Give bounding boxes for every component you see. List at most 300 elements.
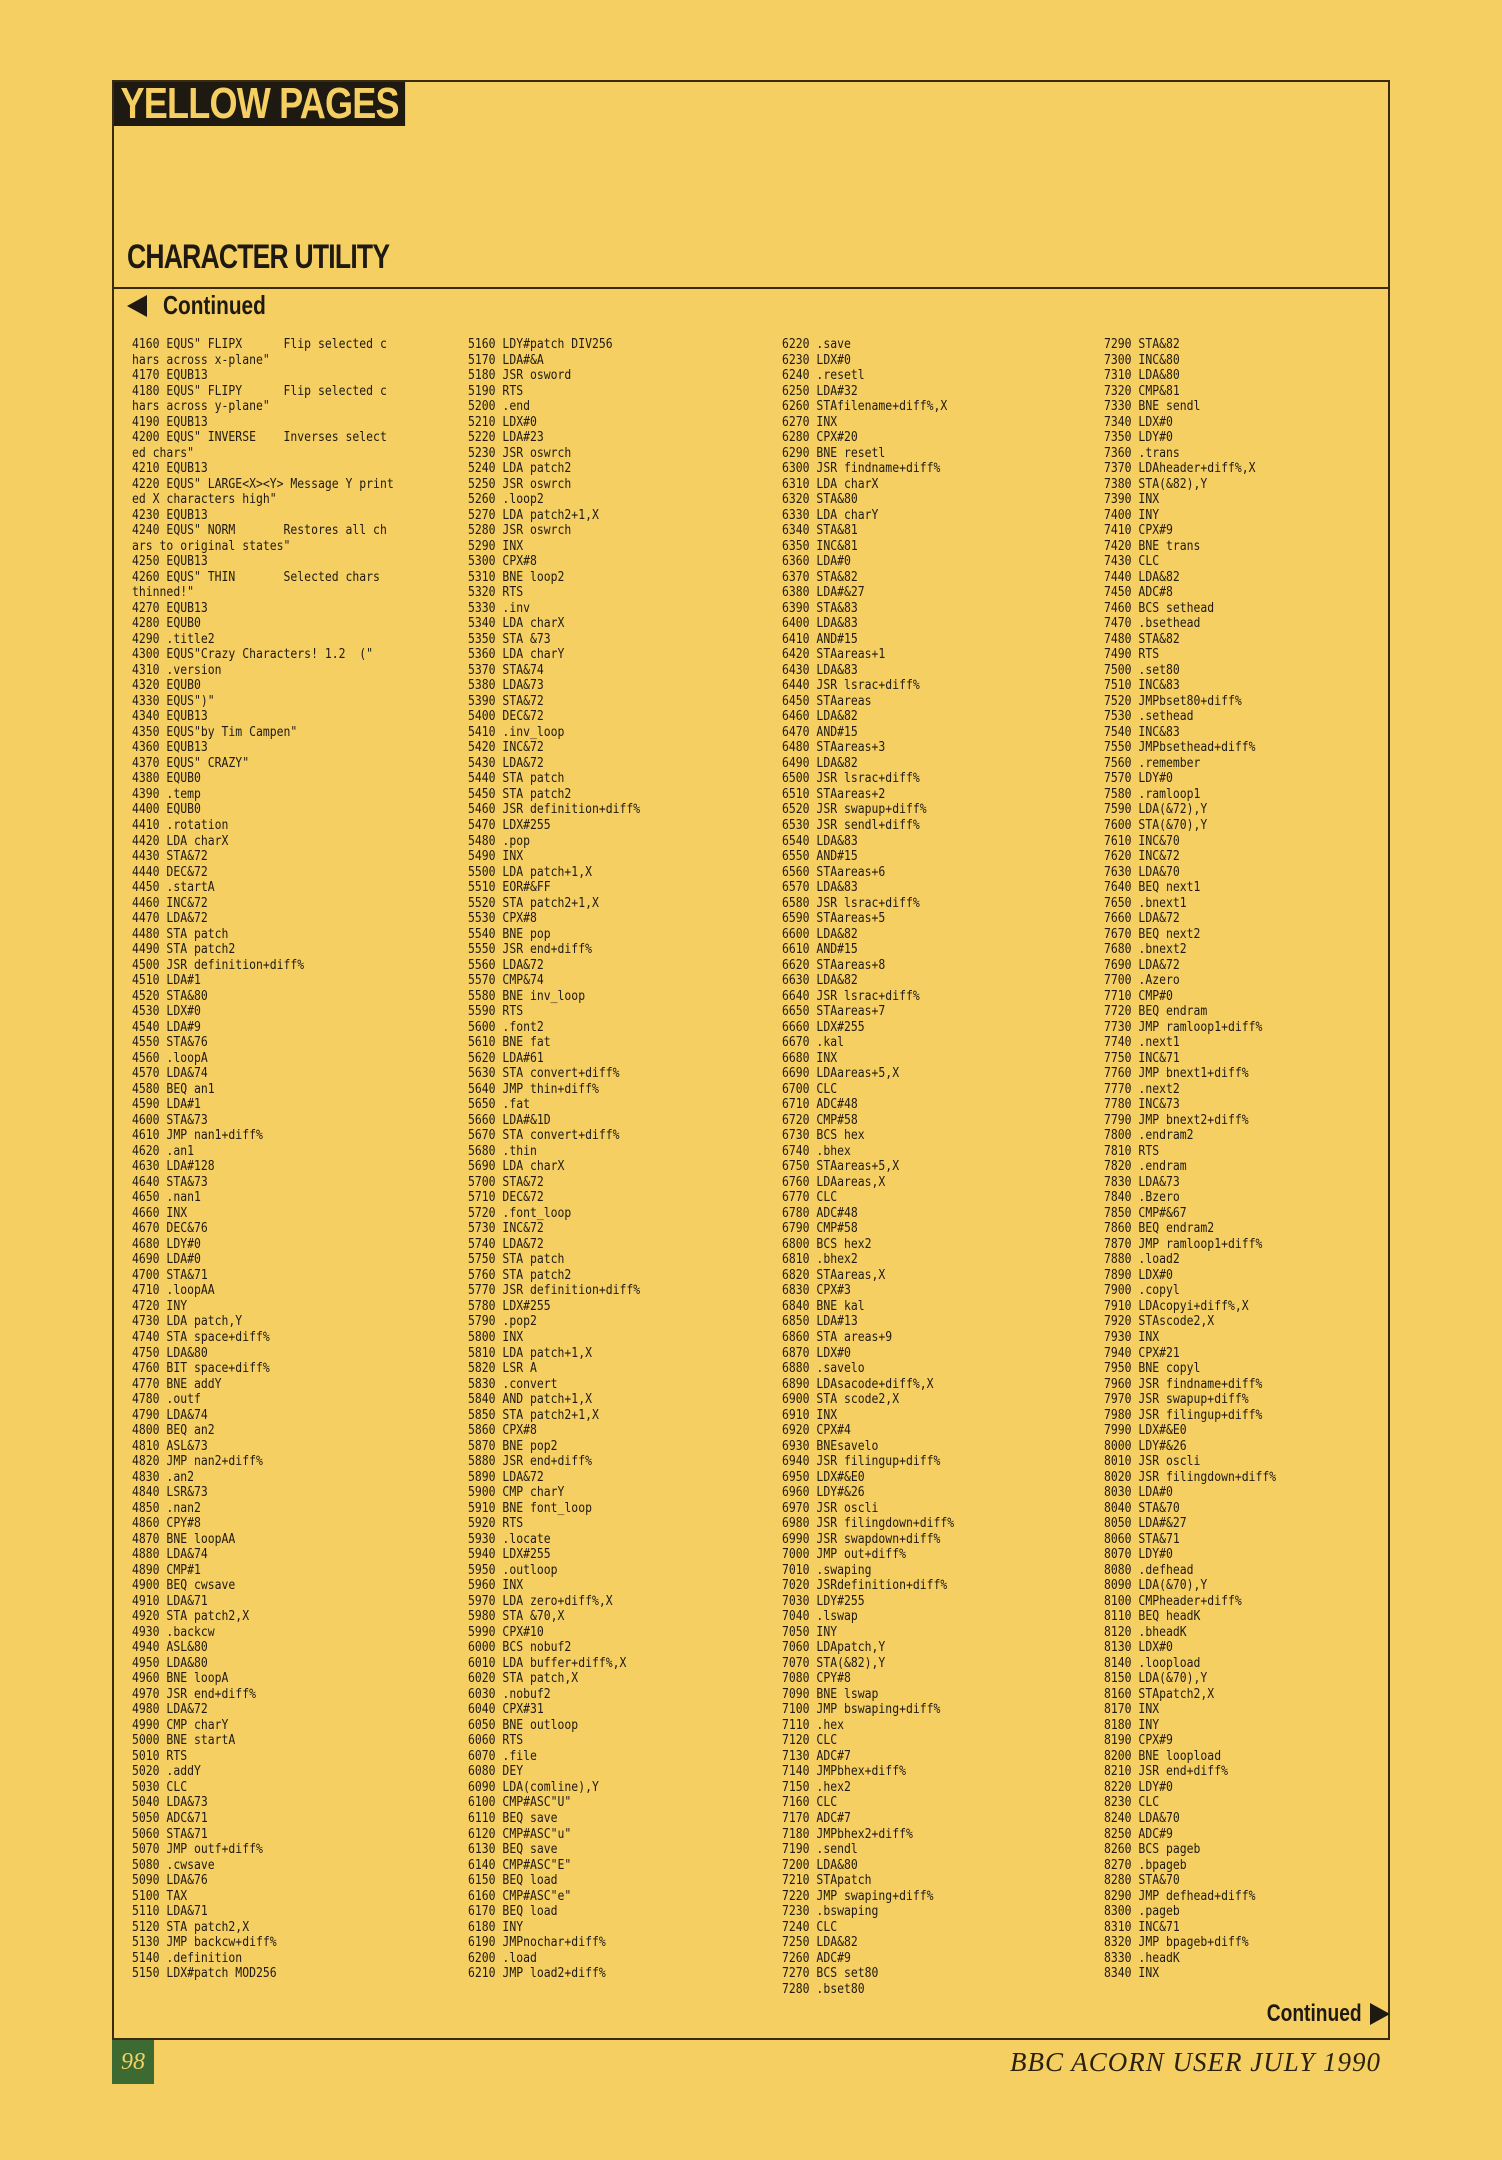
code-line: 5740 LDA&72	[468, 1236, 544, 1252]
code-line: 4760 BIT space+diff%	[132, 1361, 270, 1377]
code-line: 7510 INC&83	[1104, 678, 1180, 694]
code-line: 7900 .copyl	[1104, 1283, 1180, 1299]
code-line: 7790 JMP bnext2+diff%	[1104, 1112, 1249, 1128]
code-line: 7620 INC&72	[1104, 849, 1180, 865]
code-line: 4200 EQUS" INVERSE Inverses select	[132, 430, 387, 446]
code-line: 6840 BNE kal	[782, 1298, 865, 1314]
code-line: 8130 LDX#0	[1104, 1640, 1173, 1656]
code-line: 6460 LDA&82	[782, 709, 858, 725]
code-line: 8200 BNE loopload	[1104, 1748, 1222, 1764]
code-line: 6620 STAareas+8	[782, 957, 886, 973]
code-line: 6150 BEQ load	[468, 1873, 558, 1889]
code-line: 6300 JSR findname+diff%	[782, 461, 941, 477]
code-line: 6170 BEQ load	[468, 1904, 558, 1920]
code-line: 7370 LDAheader+diff%,X	[1104, 461, 1256, 477]
code-line: 6550 AND#15	[782, 849, 858, 865]
code-line: 5240 LDA patch2	[468, 461, 572, 477]
code-line: 4440 DEC&72	[132, 864, 208, 880]
code-line: 5790 .pop2	[468, 1314, 537, 1330]
code-line: 8090 LDA(&70),Y	[1104, 1578, 1208, 1594]
code-line: 4190 EQUB13	[132, 414, 208, 430]
code-line: 4690 LDA#0	[132, 1252, 201, 1268]
code-line: 5930 .locate	[468, 1531, 551, 1547]
code-line: 4740 STA space+diff%	[132, 1330, 270, 1345]
code-line: 7210 STApatch	[782, 1873, 872, 1889]
code-line: 5970 LDA zero+diff%,X	[468, 1593, 613, 1609]
code-line: 7470 .bsethead	[1104, 616, 1201, 632]
code-line: 6740 .bhex	[782, 1143, 851, 1159]
code-line: 5550 JSR end+diff%	[468, 942, 592, 958]
code-line: 7390 INX	[1104, 492, 1160, 508]
code-line: 5420 INC&72	[468, 740, 544, 756]
code-line: 6680 INX	[782, 1050, 838, 1066]
code-line: 6600 LDA&82	[782, 926, 858, 942]
code-line: 5690 LDA charX	[468, 1159, 565, 1175]
code-line: 8100 CMPheader+diff%	[1104, 1593, 1242, 1609]
code-line: 7400 INY	[1104, 507, 1160, 523]
code-line: 8170 INX	[1104, 1702, 1160, 1718]
code-line: 5030 CLC	[132, 1779, 188, 1795]
code-line: 8180 INY	[1104, 1717, 1160, 1733]
code-line: 7950 BNE copyl	[1104, 1361, 1201, 1377]
continued-on-next	[1243, 2000, 1390, 2028]
code-line: 7170 ADC#7	[782, 1810, 851, 1826]
code-line: 6090 LDA(comline),Y	[468, 1779, 599, 1795]
code-line: 6930 BNEsavelo	[782, 1438, 879, 1454]
code-line: 4750 LDA&80	[132, 1345, 208, 1361]
code-line: 6340 STA&81	[782, 523, 858, 539]
code-line: 4660 INX	[132, 1205, 188, 1221]
code-line: 4990 CMP charY	[132, 1717, 229, 1733]
code-line: 5130 JMP backcw+diff%	[132, 1935, 277, 1951]
code-line: 7330 BNE sendl	[1104, 399, 1201, 415]
code-line: 5300 CPX#8	[468, 554, 537, 570]
code-line: 5180 JSR osword	[468, 368, 572, 384]
code-line: 8070 LDY#0	[1104, 1547, 1173, 1563]
code-line: 5880 JSR end+diff%	[468, 1454, 592, 1470]
code-line: 7910 LDAcopyi+diff%,X	[1104, 1298, 1249, 1314]
code-line: 6640 JSR lsrac+diff%	[782, 988, 920, 1004]
code-line: 7230 .bswaping	[782, 1904, 879, 1920]
continued-label: Continued	[163, 290, 266, 320]
code-line: 5270 LDA patch2+1,X	[468, 507, 599, 523]
code-line: 4230 EQUB13	[132, 507, 208, 523]
code-line: 4430 STA&72	[132, 849, 208, 865]
code-line: 7580 .ramloop1	[1104, 786, 1201, 802]
code-line: 5060 STA&71	[132, 1826, 208, 1842]
code-line: 7980 JSR filingup+diff%	[1104, 1407, 1263, 1423]
code-line: 5340 LDA charX	[468, 616, 565, 632]
code-line: 7130 ADC#7	[782, 1748, 851, 1764]
code-line: 7300 INC&80	[1104, 352, 1180, 368]
code-line: 5580 BNE inv_loop	[468, 988, 586, 1004]
code-line: 4520 STA&80	[132, 988, 208, 1004]
code-line: 5200 .end	[468, 399, 530, 415]
code-line: 4240 EQUS" NORM Restores all ch	[132, 523, 387, 539]
code-line: 7420 BNE trans	[1104, 538, 1201, 554]
code-line: 6360 LDA#0	[782, 554, 851, 570]
code-line: 7030 LDY#255	[782, 1593, 865, 1609]
code-line: 6110 BEQ save	[468, 1810, 558, 1826]
code-line: 6190 JMPnochar+diff%	[468, 1935, 606, 1951]
code-line: 4850 .nan2	[132, 1500, 201, 1516]
code-line: 8230 CLC	[1104, 1795, 1160, 1811]
code-line: 4940 ASL&80	[132, 1640, 208, 1656]
code-line: 8320 JMP bpageb+diff%	[1104, 1935, 1249, 1951]
code-line: 6500 JSR lsrac+diff%	[782, 771, 920, 787]
code-line: 6100 CMP#ASC"U"	[468, 1795, 572, 1811]
code-line: 8330 .headK	[1104, 1950, 1180, 1966]
code-line: 7880 .load2	[1104, 1252, 1180, 1268]
code-line: 7180 JMPbhex2+diff%	[782, 1826, 913, 1842]
code-line: 5160 LDY#patch DIV256	[468, 337, 613, 352]
code-line: 4950 LDA&80	[132, 1655, 208, 1671]
code-line: 5350 STA &73	[468, 631, 551, 647]
code-line: 8250 ADC#9	[1104, 1826, 1173, 1842]
code-line: 6810 .bhex2	[782, 1252, 858, 1268]
code-line: 4310 .version	[132, 662, 222, 678]
code-line: 6880 .savelo	[782, 1361, 865, 1377]
code-line: 4410 .rotation	[132, 817, 229, 833]
code-line: 4620 .an1	[132, 1143, 194, 1159]
code-line: 5290 INX	[468, 538, 524, 554]
code-line: 6990 JSR swapdown+diff%	[782, 1531, 941, 1547]
code-line: 6290 BNE resetl	[782, 445, 886, 461]
code-line: 6790 CMP#58	[782, 1221, 858, 1237]
code-line: 8150 LDA(&70),Y	[1104, 1671, 1208, 1687]
code-line: 4180 EQUS" FLIPY Flip selected c	[132, 383, 387, 399]
code-line: 4880 LDA&74	[132, 1547, 208, 1563]
code-line: 4650 .nan1	[132, 1190, 201, 1206]
code-line: 5980 STA &70,X	[468, 1609, 565, 1625]
code-line: 8120 .bheadK	[1104, 1624, 1187, 1640]
code-line: 7770 .next2	[1104, 1081, 1180, 1097]
article-title: CHARACTER UTILITY	[127, 238, 390, 276]
code-line: 6910 INX	[782, 1407, 838, 1423]
code-line: 6780 ADC#48	[782, 1205, 858, 1221]
code-line: 6420 STAareas+1	[782, 647, 886, 663]
code-line: 5490 INX	[468, 849, 524, 865]
code-line: 7350 LDY#0	[1104, 430, 1173, 446]
code-line: 4300 EQUS"Crazy Characters! 1.2 ("	[132, 647, 374, 663]
code-line: 7050 INY	[782, 1624, 838, 1640]
code-line: 7410 CPX#9	[1104, 523, 1173, 539]
code-line: 4220 EQUS" LARGE<X><Y> Message Y print	[132, 476, 394, 492]
code-line: 4260 EQUS" THIN Selected chars	[132, 569, 380, 585]
code-line: 7260 ADC#9	[782, 1950, 851, 1966]
code-line: 6060 RTS	[468, 1733, 524, 1749]
code-line: 5500 LDA patch+1,X	[468, 864, 592, 880]
code-line: 6890 LDAsacode+diff%,X	[782, 1376, 934, 1392]
code-line: 7280 .bset80	[782, 1981, 865, 1997]
code-line: 5320 RTS	[468, 585, 524, 601]
code-line: 7020 JSRdefinition+diff%	[782, 1578, 948, 1594]
code-line: 5400 DEC&72	[468, 709, 544, 725]
code-line: 7060 LDApatch,Y	[782, 1640, 886, 1656]
code-line: 5820 LSR A	[468, 1361, 537, 1377]
code-line: 7110 .hex	[782, 1717, 844, 1733]
code-line: 7650 .bnext1	[1104, 895, 1187, 911]
code-line: 6490 LDA&82	[782, 755, 858, 771]
code-line: 5710 DEC&72	[468, 1190, 544, 1206]
code-line: 7440 LDA&82	[1104, 569, 1180, 585]
code-line: 4800 BEQ an2	[132, 1423, 215, 1439]
code-line: 4320 EQUB0	[132, 678, 201, 694]
continued-from-previous	[127, 290, 292, 321]
code-line: 7100 JMP bswaping+diff%	[782, 1702, 941, 1718]
code-line: 4580 BEQ an1	[132, 1081, 215, 1097]
code-line: 6310 LDA charX	[782, 476, 879, 492]
code-line: 6720 CMP#58	[782, 1112, 858, 1128]
code-line: 5910 BNE font_loop	[468, 1500, 592, 1516]
code-line: 7840 .Bzero	[1104, 1190, 1180, 1206]
code-line: 8000 LDY#&26	[1104, 1438, 1187, 1454]
code-line: 7630 LDA&70	[1104, 864, 1180, 880]
code-line: 7140 JMPbhex+diff%	[782, 1764, 906, 1780]
code-line: 6660 LDX#255	[782, 1019, 865, 1035]
listing-column-1	[132, 337, 429, 1982]
code-line: 5890 LDA&72	[468, 1469, 544, 1485]
code-line: 4330 EQUS")"	[132, 693, 215, 709]
code-line: 7670 BEQ next2	[1104, 926, 1201, 942]
code-line: 6260 STAfilename+diff%,X	[782, 399, 948, 415]
code-line: 7890 LDX#0	[1104, 1267, 1173, 1283]
code-line: 6920 CPX#4	[782, 1423, 851, 1439]
magazine-footer: BBC ACORN USER JULY 1990	[1010, 2047, 1381, 2077]
section-banner: YELLOW PAGES	[114, 82, 405, 126]
code-line: 7080 CPY#8	[782, 1671, 851, 1687]
code-line: 7360 .trans	[1104, 445, 1180, 461]
code-line: ed chars"	[132, 445, 194, 461]
code-line: 8110 BEQ headK	[1104, 1609, 1201, 1625]
code-line: 7070 STA(&82),Y	[782, 1655, 886, 1671]
code-line: 5210 LDX#0	[468, 414, 537, 430]
code-line: 5770 JSR definition+diff%	[468, 1283, 641, 1299]
code-line: 4390 .temp	[132, 786, 201, 802]
code-line: 4960 BNE loopA	[132, 1671, 229, 1687]
code-line: 4790 LDA&74	[132, 1407, 208, 1423]
code-line: 5260 .loop2	[468, 492, 544, 508]
code-line: 7940 CPX#21	[1104, 1345, 1180, 1361]
code-line: 6750 STAareas+5,X	[782, 1159, 900, 1175]
code-line: 7850 CMP#&67	[1104, 1205, 1187, 1221]
code-line: 6560 STAareas+6	[782, 864, 886, 880]
code-line: 4370 EQUS" CRAZY"	[132, 755, 250, 771]
code-line: 6370 STA&82	[782, 569, 858, 585]
code-line: 5010 RTS	[132, 1748, 188, 1764]
code-line: 7820 .endram	[1104, 1159, 1187, 1175]
code-line: 7550 JMPbsethead+diff%	[1104, 740, 1256, 756]
code-line: hars across y-plane"	[132, 399, 270, 415]
code-line: 6470 AND#15	[782, 724, 858, 740]
code-line: 7870 JMP ramloop1+diff%	[1104, 1236, 1263, 1252]
code-line: 5990 CPX#10	[468, 1624, 544, 1640]
code-line: 6940 JSR filingup+diff%	[782, 1454, 941, 1470]
code-line: 6540 LDA&83	[782, 833, 858, 849]
code-line: 5840 AND patch+1,X	[468, 1392, 592, 1408]
code-line: 5070 JMP outf+diff%	[132, 1842, 263, 1858]
code-line: 7540 INC&83	[1104, 724, 1180, 740]
code-line: 4460 INC&72	[132, 895, 208, 911]
code-line: 8240 LDA&70	[1104, 1810, 1180, 1826]
code-line: 5640 JMP thin+diff%	[468, 1081, 599, 1097]
code-line: 4970 JSR end+diff%	[132, 1686, 256, 1702]
code-line: 6220 .save	[782, 337, 851, 352]
code-line: 5750 STA patch	[468, 1252, 565, 1268]
code-line: 4380 EQUB0	[132, 771, 201, 787]
code-line: 5540 BNE pop	[468, 926, 551, 942]
code-line: 8280 STA&70	[1104, 1873, 1180, 1889]
code-line: 7570 LDY#0	[1104, 771, 1173, 787]
code-line: 6240 .resetl	[782, 368, 865, 384]
code-line: 4540 LDA#9	[132, 1019, 201, 1035]
code-line: 6650 STAareas+7	[782, 1004, 886, 1020]
code-line: 4980 LDA&72	[132, 1702, 208, 1718]
code-line: 6450 STAareas	[782, 693, 872, 709]
code-line: 6710 ADC#48	[782, 1097, 858, 1113]
code-line: 4780 .outf	[132, 1392, 201, 1408]
code-line: 4550 STA&76	[132, 1035, 208, 1051]
code-line: 4840 LSR&73	[132, 1485, 208, 1501]
code-line: 7250 LDA&82	[782, 1935, 858, 1951]
code-line: 7710 CMP#0	[1104, 988, 1173, 1004]
code-line: 7740 .next1	[1104, 1035, 1180, 1051]
code-line: 5650 .fat	[468, 1097, 530, 1113]
code-line: hars across x-plane"	[132, 352, 270, 368]
code-line: 5230 JSR oswrch	[468, 445, 572, 461]
code-line: 7960 JSR findname+diff%	[1104, 1376, 1263, 1392]
code-line: 5440 STA patch	[468, 771, 565, 787]
code-line: 4810 ASL&73	[132, 1438, 208, 1454]
code-line: 6200 .load	[468, 1950, 537, 1966]
code-line: 5620 LDA#61	[468, 1050, 544, 1066]
code-line: 5700 STA&72	[468, 1174, 544, 1190]
code-line: 5150 LDX#patch MOD256	[132, 1966, 277, 1982]
code-line: 4210 EQUB13	[132, 461, 208, 477]
continued-label: Continued	[1266, 2000, 1362, 2027]
code-line: 6830 CPX#3	[782, 1283, 851, 1299]
code-line: 7660 LDA&72	[1104, 911, 1180, 927]
code-line: 7190 .sendl	[782, 1842, 858, 1858]
code-line: 5920 RTS	[468, 1516, 524, 1532]
code-line: 5450 STA patch2	[468, 786, 572, 802]
code-line: 5110 LDA&71	[132, 1904, 208, 1920]
code-line: 5480 .pop	[468, 833, 530, 849]
code-line: 6510 STAareas+2	[782, 786, 886, 802]
code-line: 6630 LDA&82	[782, 973, 858, 989]
code-line: 4570 LDA&74	[132, 1066, 208, 1082]
code-line: 7830 LDA&73	[1104, 1174, 1180, 1190]
code-line: 8270 .bpageb	[1104, 1857, 1187, 1873]
code-line: 6480 STAareas+3	[782, 740, 886, 756]
arrow-left-icon	[127, 295, 147, 317]
code-line: 5950 .outloop	[468, 1562, 558, 1578]
code-line: 7320 CMP&81	[1104, 383, 1180, 399]
code-line: 4630 LDA#128	[132, 1159, 215, 1175]
code-line: 6040 CPX#31	[468, 1702, 544, 1718]
code-line: 6860 STA areas+9	[782, 1330, 893, 1345]
code-line: 5860 CPX#8	[468, 1423, 537, 1439]
code-line: 4340 EQUB13	[132, 709, 208, 725]
code-line: 4250 EQUB13	[132, 554, 208, 570]
code-line: 5960 INX	[468, 1578, 524, 1594]
code-line: 8160 STApatch2,X	[1104, 1686, 1215, 1702]
code-line: 5730 INC&72	[468, 1221, 544, 1237]
code-line: 7460 BCS sethead	[1104, 600, 1215, 616]
code-line: 4490 STA patch2	[132, 942, 236, 958]
code-line: 4910 LDA&71	[132, 1593, 208, 1609]
code-line: 5000 BNE startA	[132, 1733, 236, 1749]
code-line: 4890 CMP#1	[132, 1562, 201, 1578]
code-line: 8260 BCS pageb	[1104, 1842, 1201, 1858]
code-line: 5470 LDX#255	[468, 817, 551, 833]
code-line: 5670 STA convert+diff%	[468, 1128, 620, 1144]
code-line: 6800 BCS hex2	[782, 1236, 872, 1252]
code-line: 4830 .an2	[132, 1469, 194, 1485]
code-line: 8310 INC&71	[1104, 1919, 1180, 1935]
code-line: 6670 .kal	[782, 1035, 844, 1051]
code-line: 4870 BNE loopAA	[132, 1531, 236, 1547]
code-line: 5090 LDA&76	[132, 1873, 208, 1889]
code-line: 5330 .inv	[468, 600, 530, 616]
code-line: 6350 INC&81	[782, 538, 858, 554]
code-line: 5460 JSR definition+diff%	[468, 802, 641, 818]
code-line: 8340 INX	[1104, 1966, 1160, 1982]
code-line: 7990 LDX#&E0	[1104, 1423, 1187, 1439]
code-line: 6980 JSR filingdown+diff%	[782, 1516, 955, 1532]
code-line: 6440 JSR lsrac+diff%	[782, 678, 920, 694]
code-line: 7000 JMP out+diff%	[782, 1547, 906, 1563]
code-line: 6020 STA patch,X	[468, 1671, 579, 1687]
code-line: 6700 CLC	[782, 1081, 838, 1097]
code-line: 7680 .bnext2	[1104, 942, 1187, 958]
code-line: 6570 LDA&83	[782, 880, 858, 896]
code-line: 5430 LDA&72	[468, 755, 544, 771]
code-line: 4560 .loopA	[132, 1050, 208, 1066]
code-line: 5760 STA patch2	[468, 1267, 572, 1283]
code-line: 7800 .endram2	[1104, 1128, 1194, 1144]
code-line: 5250 JSR oswrch	[468, 476, 572, 492]
code-line: 6120 CMP#ASC"u"	[468, 1826, 572, 1842]
code-line: 5100 TAX	[132, 1888, 188, 1904]
code-line: 4510 LDA#1	[132, 973, 201, 989]
code-line: 5590 RTS	[468, 1004, 524, 1020]
code-line: 7600 STA(&70),Y	[1104, 817, 1208, 833]
code-line: 8080 .defhead	[1104, 1562, 1194, 1578]
code-line: 4170 EQUB13	[132, 368, 208, 384]
code-line: 7430 CLC	[1104, 554, 1160, 570]
code-line: 6080 DEY	[468, 1764, 524, 1780]
code-line: 4470 LDA&72	[132, 911, 208, 927]
code-line: 4350 EQUS"by Tim Campen"	[132, 724, 298, 740]
code-line: 5560 LDA&72	[468, 957, 544, 973]
code-line: 4640 STA&73	[132, 1174, 208, 1190]
code-line: 5830 .convert	[468, 1376, 558, 1392]
code-line: 7480 STA&82	[1104, 631, 1180, 647]
code-line: 6870 LDX#0	[782, 1345, 851, 1361]
code-line: 5570 CMP&74	[468, 973, 544, 989]
code-line: 7560 .remember	[1104, 755, 1201, 771]
code-line: 5630 STA convert+diff%	[468, 1066, 620, 1082]
code-line: 4480 STA patch	[132, 926, 229, 942]
code-line: 5190 RTS	[468, 383, 524, 399]
code-line: 7640 BEQ next1	[1104, 880, 1201, 896]
code-line: 6970 JSR oscli	[782, 1500, 879, 1516]
code-line: 6410 AND#15	[782, 631, 858, 647]
code-line: 6180 INY	[468, 1919, 524, 1935]
code-line: thinned!"	[132, 585, 194, 601]
code-line: 7310 LDA&80	[1104, 368, 1180, 384]
